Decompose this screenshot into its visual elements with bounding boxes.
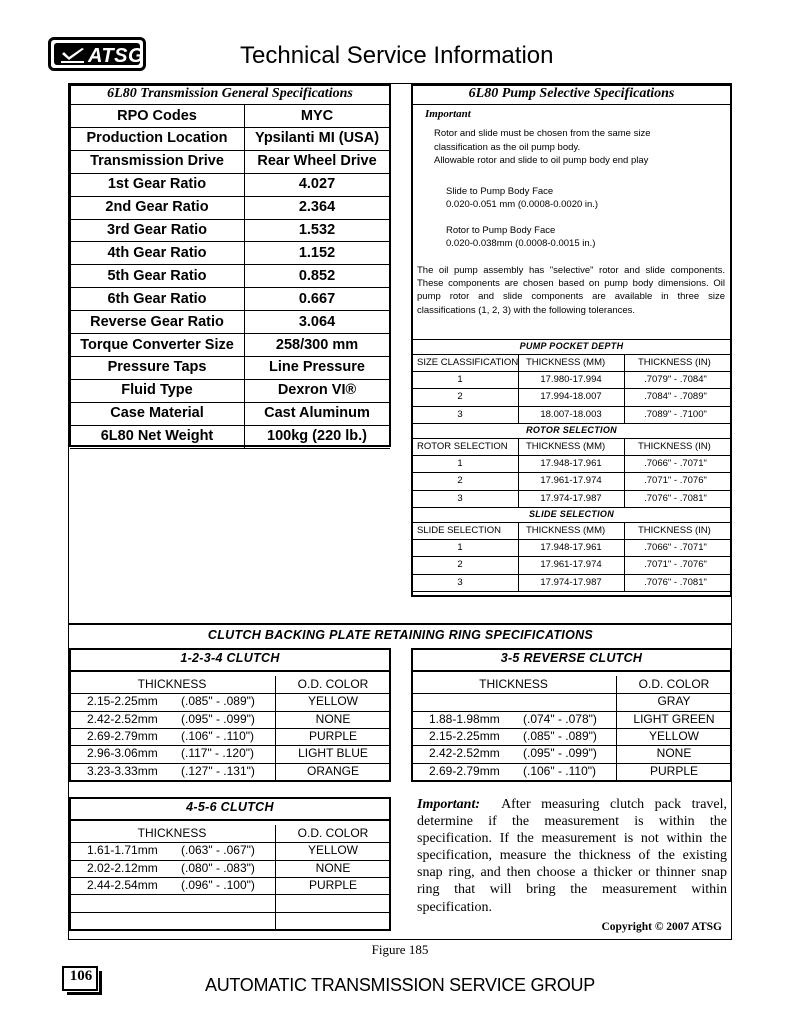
od-color: NONE bbox=[315, 860, 351, 875]
clutch-section-title: CLUTCH BACKING PLATE RETAINING RING SPECIFICATIONS bbox=[207, 628, 594, 642]
divider bbox=[70, 402, 390, 403]
table-cell: 1 bbox=[457, 458, 463, 470]
divider bbox=[411, 670, 732, 672]
divider bbox=[69, 912, 391, 913]
slide-face-value: 0.020-0.051 mm (0.0008-0.0020 in.) bbox=[446, 199, 599, 210]
divider bbox=[624, 438, 625, 507]
thickness-in: (.085" - .089") bbox=[181, 694, 255, 709]
table-cell: 17.961-17.974 bbox=[540, 475, 602, 487]
logo-text: ATSG bbox=[88, 45, 145, 67]
divider bbox=[70, 219, 390, 220]
spec-label: Production Location bbox=[86, 130, 228, 147]
divider bbox=[70, 127, 390, 128]
footer-text: AUTOMATIC TRANSMISSION SERVICE GROUP bbox=[205, 975, 595, 995]
thickness-in: (.085" - .089") bbox=[523, 728, 597, 743]
table-cell: .7076" - .7081" bbox=[644, 492, 707, 504]
table-cell: 1 bbox=[457, 374, 463, 386]
divider bbox=[70, 425, 390, 426]
thickness-mm: 2.42-2.52mm bbox=[429, 746, 500, 761]
divider bbox=[70, 333, 390, 334]
divider bbox=[70, 104, 390, 105]
divider bbox=[70, 287, 390, 288]
thickness-in: (.117" - .120") bbox=[181, 746, 254, 761]
thickness-mm: 2.42-2.52mm bbox=[87, 711, 158, 726]
slide-face-spec bbox=[446, 185, 598, 211]
divider bbox=[70, 356, 390, 357]
spec-value: 1.152 bbox=[298, 244, 336, 261]
od-color: ORANGE bbox=[306, 763, 359, 778]
thickness-in: (.127" - .131") bbox=[181, 763, 255, 778]
divider bbox=[412, 522, 731, 523]
divider bbox=[624, 354, 625, 423]
table-cell: .7084" - .7089" bbox=[644, 391, 707, 403]
thickness-in: (.096" - .100") bbox=[181, 877, 255, 892]
divider bbox=[70, 448, 390, 449]
pump-important-label: Important bbox=[425, 108, 471, 120]
divider bbox=[412, 354, 731, 355]
figure-caption: Figure 185 bbox=[371, 942, 429, 957]
od-color: PURPLE bbox=[649, 763, 699, 778]
divider bbox=[275, 825, 276, 929]
od-color: LIGHT GREEN bbox=[633, 711, 715, 726]
divider bbox=[518, 438, 519, 507]
general-spec-title: 6L80 Transmission General Specifications bbox=[107, 86, 353, 101]
thickness-mm: 3.23-3.33mm bbox=[87, 763, 158, 778]
od-color: PURPLE bbox=[308, 877, 358, 892]
divider bbox=[412, 423, 731, 424]
thickness-in: (.063" - .067") bbox=[181, 843, 255, 858]
column-header: ROTOR SELECTION bbox=[417, 441, 508, 452]
table-cell: .7076" - .7081" bbox=[644, 576, 707, 588]
divider bbox=[411, 780, 732, 781]
note-body: After measuring clutch pack travel, determine if the measurement is within the specification. If the measurement is not within the specification, measure the thickness of the existing snap ring, and then choose a thicker or thinner snap ring that will bring the measurement within specification. bbox=[417, 797, 728, 915]
table-cell: 17.948-17.961 bbox=[540, 542, 602, 554]
table-cell: 3 bbox=[457, 492, 463, 504]
slide-selection-title: SLIDE SELECTION bbox=[528, 509, 614, 519]
column-header: THICKNESS (MM) bbox=[526, 357, 606, 368]
checkmark-icon bbox=[60, 48, 86, 66]
divider bbox=[413, 104, 730, 105]
rotor-selection-title: ROTOR SELECTION bbox=[526, 425, 617, 435]
column-header: SLIDE SELECTION bbox=[417, 525, 501, 536]
spec-value: Rear Wheel Drive bbox=[257, 153, 377, 170]
column-header: O.D. COLOR bbox=[297, 677, 369, 691]
divider bbox=[616, 676, 617, 780]
clutch-1234-title: 1-2-3-4 CLUTCH bbox=[180, 651, 280, 665]
od-color: YELLOW bbox=[648, 728, 699, 743]
spec-label: 3rd Gear Ratio bbox=[107, 222, 207, 238]
divider bbox=[69, 819, 391, 821]
thickness-in: (.095" - .099") bbox=[181, 711, 255, 726]
page-title: Technical Service Information bbox=[240, 42, 554, 69]
rotor-face-value: 0.020-0.038mm (0.0008-0.0015 in.) bbox=[446, 238, 596, 249]
table-cell: .7066" - .7071" bbox=[644, 458, 707, 470]
spec-value: Cast Aluminum bbox=[264, 405, 370, 422]
table-cell: 17.980-17.994 bbox=[540, 374, 602, 386]
od-color: PURPLE bbox=[308, 728, 358, 743]
divider bbox=[412, 490, 731, 491]
od-color: YELLOW bbox=[307, 694, 358, 709]
page-number: 106 bbox=[69, 968, 93, 984]
thickness-mm: 2.15-2.25mm bbox=[87, 694, 158, 709]
spec-label: Pressure Taps bbox=[107, 359, 207, 376]
spec-value: 258/300 mm bbox=[275, 336, 359, 353]
spec-value: 100kg (220 lb.) bbox=[267, 428, 367, 445]
pump-important-text bbox=[434, 127, 651, 168]
spec-label: RPO Codes bbox=[117, 107, 197, 124]
column-header: O.D. COLOR bbox=[297, 826, 369, 840]
table-cell: 17.994-18.007 bbox=[540, 391, 602, 403]
rotor-face-label: Rotor to Pump Body Face bbox=[446, 225, 556, 236]
thickness-in: (.106" - .110") bbox=[523, 763, 596, 778]
important-line: classification as the oil pump body. bbox=[434, 141, 581, 153]
od-color: NONE bbox=[315, 711, 351, 726]
table-cell: 3 bbox=[457, 408, 463, 420]
thickness-in: (.106" - .110") bbox=[181, 728, 254, 743]
clutch-note bbox=[417, 796, 727, 916]
atsg-logo bbox=[48, 37, 146, 71]
table-cell: 17.961-17.974 bbox=[540, 559, 602, 571]
od-color: GRAY bbox=[657, 694, 691, 709]
table-cell: .7071" - .7076" bbox=[644, 559, 707, 571]
divider bbox=[624, 522, 625, 591]
divider bbox=[412, 556, 731, 557]
thickness-mm: 2.96-3.06mm bbox=[87, 746, 158, 761]
pump-paragraph: The oil pump assembly has "selective" rotor and slide components. These components are chosen based on pump body dimensions. Oil pump rotor and slide components are available in three size classifications (1, 2, 3) with the following tolerances. bbox=[417, 265, 725, 316]
table-cell: 2 bbox=[457, 391, 463, 403]
spec-label: 6th Gear Ratio bbox=[107, 290, 207, 307]
spec-label: Fluid Type bbox=[121, 382, 193, 399]
column-header: THICKNESS bbox=[137, 677, 207, 691]
spec-value: 1.532 bbox=[298, 222, 336, 238]
od-color: NONE bbox=[656, 746, 692, 761]
spec-value: MYC bbox=[300, 107, 334, 124]
spec-value: Line Pressure bbox=[269, 359, 365, 376]
thickness-mm: 2.69-2.79mm bbox=[87, 728, 158, 743]
divider bbox=[70, 150, 390, 151]
table-cell: 2 bbox=[457, 559, 463, 571]
column-header: THICKNESS bbox=[137, 826, 207, 840]
divider bbox=[69, 929, 391, 930]
divider bbox=[412, 438, 731, 439]
divider bbox=[412, 388, 731, 389]
od-color: LIGHT BLUE bbox=[298, 746, 368, 761]
pump-spec-title: 6L80 Pump Selective Specifications bbox=[468, 86, 675, 101]
spec-label: Torque Converter Size bbox=[80, 336, 234, 353]
spec-value: Dexron VI® bbox=[277, 382, 357, 399]
divider bbox=[412, 574, 731, 575]
spec-label: 1st Gear Ratio bbox=[107, 176, 207, 193]
clutch-35-reverse-title: 3-5 REVERSE CLUTCH bbox=[500, 651, 643, 665]
divider bbox=[70, 379, 390, 380]
spec-label: 4th Gear Ratio bbox=[107, 244, 207, 261]
divider bbox=[69, 780, 391, 781]
spec-value: 3.064 bbox=[298, 313, 336, 330]
clutch-456-title: 4-5-6 CLUTCH bbox=[186, 800, 274, 814]
note-label: Important: bbox=[417, 797, 481, 812]
spec-label: 5th Gear Ratio bbox=[107, 267, 207, 284]
divider bbox=[412, 371, 731, 372]
thickness-mm: 2.44-2.54mm bbox=[87, 877, 158, 892]
divider bbox=[412, 539, 731, 540]
table-cell: .7079" - .7084" bbox=[644, 374, 707, 386]
important-line: Rotor and slide must be chosen from the same size bbox=[434, 128, 651, 139]
table-cell: 17.974-17.987 bbox=[540, 492, 602, 504]
spec-label: 6L80 Net Weight bbox=[100, 428, 214, 445]
thickness-mm: 1.61-1.71mm bbox=[87, 843, 158, 858]
divider bbox=[70, 196, 390, 197]
column-header: THICKNESS bbox=[479, 677, 548, 691]
table-cell: .7089" - .7100" bbox=[644, 408, 707, 420]
divider bbox=[70, 310, 390, 311]
divider bbox=[412, 339, 731, 340]
column-header: O.D. COLOR bbox=[638, 677, 710, 691]
spec-value: 2.364 bbox=[298, 199, 336, 216]
divider bbox=[275, 676, 276, 780]
column-header: THICKNESS (IN) bbox=[638, 357, 711, 368]
pump-pocket-depth-title: PUMP POCKET DEPTH bbox=[519, 341, 624, 351]
spec-label: Case Material bbox=[110, 405, 204, 422]
rotor-face-spec bbox=[446, 224, 595, 250]
thickness-mm: 2.02-2.12mm bbox=[87, 860, 158, 875]
table-cell: 18.007-18.003 bbox=[540, 408, 602, 420]
table-cell: 3 bbox=[457, 576, 463, 588]
spec-label: 2nd Gear Ratio bbox=[105, 199, 209, 216]
divider bbox=[518, 354, 519, 423]
column-header: THICKNESS (IN) bbox=[638, 441, 711, 452]
slide-face-label: Slide to Pump Body Face bbox=[446, 186, 554, 197]
divider bbox=[412, 507, 731, 508]
thickness-in: (.095" - .099") bbox=[523, 746, 597, 761]
table-cell: .7066" - .7071" bbox=[644, 542, 707, 554]
divider bbox=[244, 104, 245, 448]
divider bbox=[412, 455, 731, 456]
column-header: SIZE CLASSIFICATION bbox=[417, 357, 519, 368]
table-cell: 1 bbox=[457, 542, 463, 554]
divider bbox=[412, 472, 731, 473]
important-line: Allowable rotor and slide to oil pump body end play bbox=[434, 155, 649, 166]
thickness-in: (.080" - .083") bbox=[181, 860, 255, 875]
divider bbox=[69, 894, 391, 895]
column-header: THICKNESS (MM) bbox=[526, 525, 606, 536]
spec-value: 4.027 bbox=[298, 176, 336, 193]
column-header: THICKNESS (IN) bbox=[638, 525, 711, 536]
table-cell: 17.948-17.961 bbox=[540, 458, 602, 470]
spec-value: 0.667 bbox=[298, 290, 336, 307]
spec-label: Transmission Drive bbox=[90, 153, 224, 170]
thickness-mm: 2.69-2.79mm bbox=[429, 763, 500, 778]
spec-value: Ypsilanti MI (USA) bbox=[254, 130, 380, 147]
thickness-in: (.074" - .078") bbox=[523, 711, 597, 726]
divider bbox=[70, 264, 390, 265]
divider bbox=[518, 522, 519, 591]
spec-label: Reverse Gear Ratio bbox=[90, 313, 224, 330]
table-cell: 17.974-17.987 bbox=[540, 576, 602, 588]
od-color: YELLOW bbox=[307, 843, 358, 858]
divider bbox=[70, 173, 390, 174]
table-cell: 2 bbox=[457, 475, 463, 487]
thickness-mm: 1.88-1.98mm bbox=[429, 711, 500, 726]
copyright: Copyright © 2007 ATSG bbox=[601, 921, 722, 933]
divider bbox=[412, 406, 731, 407]
spec-value: 0.852 bbox=[298, 267, 336, 284]
divider bbox=[412, 591, 731, 592]
divider bbox=[69, 670, 391, 672]
divider bbox=[70, 241, 390, 242]
thickness-mm: 2.15-2.25mm bbox=[429, 728, 500, 743]
divider bbox=[69, 623, 732, 625]
column-header: THICKNESS (MM) bbox=[526, 441, 606, 452]
table-cell: .7071" - .7076" bbox=[644, 475, 707, 487]
